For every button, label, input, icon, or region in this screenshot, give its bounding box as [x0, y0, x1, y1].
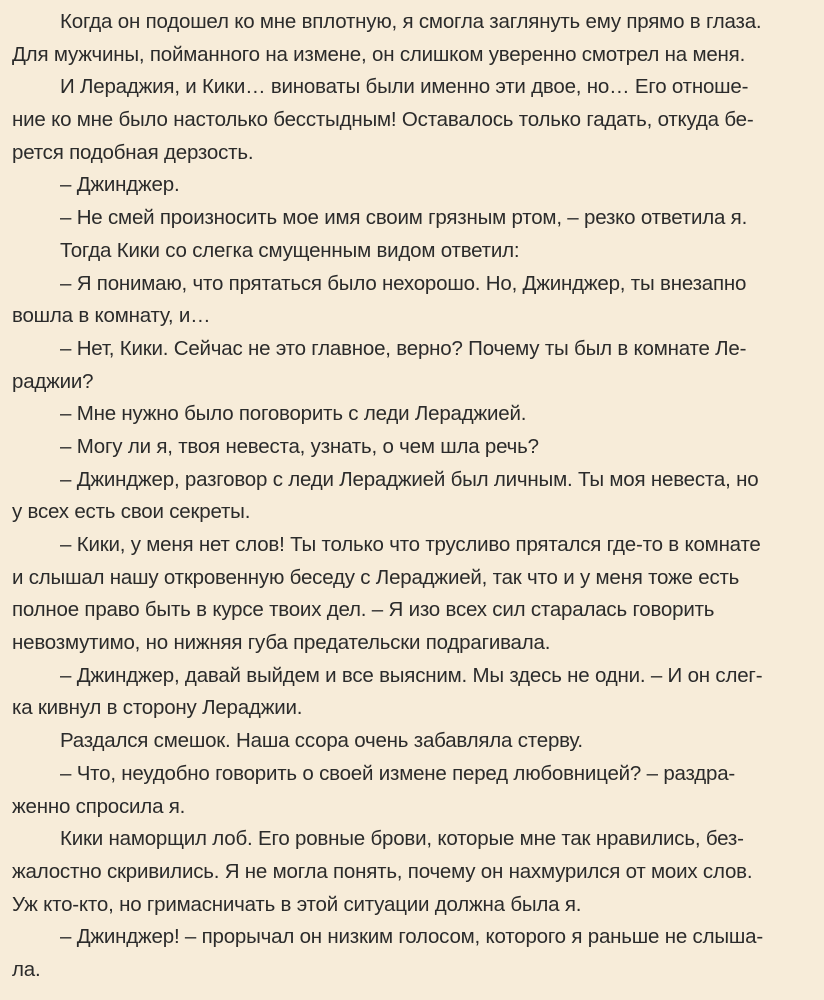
- text-line: – Мне нужно было поговорить с леди Лераджией.: [60, 402, 527, 426]
- text-line: ние ко мне было настолько бесстыдным! Оставалось только гадать, откуда бе-: [12, 108, 754, 132]
- text-line: жалостно скривились. Я не могла понять, почему он нахмурился от моих слов.: [12, 859, 753, 883]
- text-line: – Джинджер, давай выйдем и все выясним. Мы здесь не одни. – И он слег-: [60, 663, 763, 687]
- text-line: невозмутимо, но нижняя губа предательски подрагивала.: [12, 631, 551, 655]
- text-line: – Кики, у меня нет слов! Ты только что трусливо прятался где-то в комнате: [60, 533, 761, 556]
- text-line: раджии?: [12, 369, 94, 393]
- text-line: у всех есть свои секреты.: [12, 500, 251, 524]
- text-line: ка кивнул в сторону Лераджии.: [12, 696, 303, 720]
- text-line: полное право быть в курсе твоих дел. – Я изо всех сил старалась говорить: [12, 598, 715, 622]
- text-line: – Я понимаю, что прятаться было нехорошо. Но, Джинджер, ты внезапно: [60, 271, 747, 295]
- text-line: – Нет, Кики. Сейчас не это главное, верно? Почему ты был в комнате Ле-: [60, 336, 747, 360]
- text-line: Тогда Кики со слегка смущенным видом ответил:: [60, 238, 520, 262]
- text-line: – Джинджер! – прорычал он низким голосом, которого я раньше не слыша-: [60, 925, 763, 949]
- text-line: Уж кто-кто, но гримасничать в этой ситуации должна была я.: [12, 892, 582, 916]
- text-line: – Что, неудобно говорить о своей измене перед любовницей? – раздра-: [60, 761, 736, 785]
- text-line: вошла в комнату, и…: [12, 304, 211, 328]
- text-line: – Могу ли я, твоя невеста, узнать, о чем шла речь?: [60, 434, 539, 458]
- text-line: Раздался смешок. Наша ссора очень забавляла стерву.: [60, 729, 583, 753]
- text-line: Для мужчины, пойманного на измене, он слишком уверенно смотрел на меня.: [12, 42, 746, 66]
- text-line: И Лераджия, и Кики… виноваты были именно эти двое, но… Его отноше-: [60, 75, 749, 99]
- text-line: Когда он подошел ко мне вплотную, я смогла заглянуть ему прямо в глаза.: [60, 10, 762, 33]
- text-line: Кики наморщил лоб. Его ровные брови, которые мне так нравились, без-: [60, 827, 744, 851]
- text-line: – Джинджер, разговор с леди Лераджией был личным. Ты моя невеста, но: [60, 467, 759, 491]
- text-line: женно спросила я.: [12, 794, 186, 818]
- text-line: и слышал нашу откровенную беседу с Лераджией, так что и у меня тоже есть: [12, 565, 740, 589]
- text-line: – Не смей произносить мое имя своим грязным ртом, – резко ответила я.: [60, 206, 748, 230]
- text-line: – Джинджер.: [60, 173, 180, 197]
- text-line: ла.: [12, 957, 41, 981]
- text-line: рется подобная дерзость.: [12, 140, 254, 164]
